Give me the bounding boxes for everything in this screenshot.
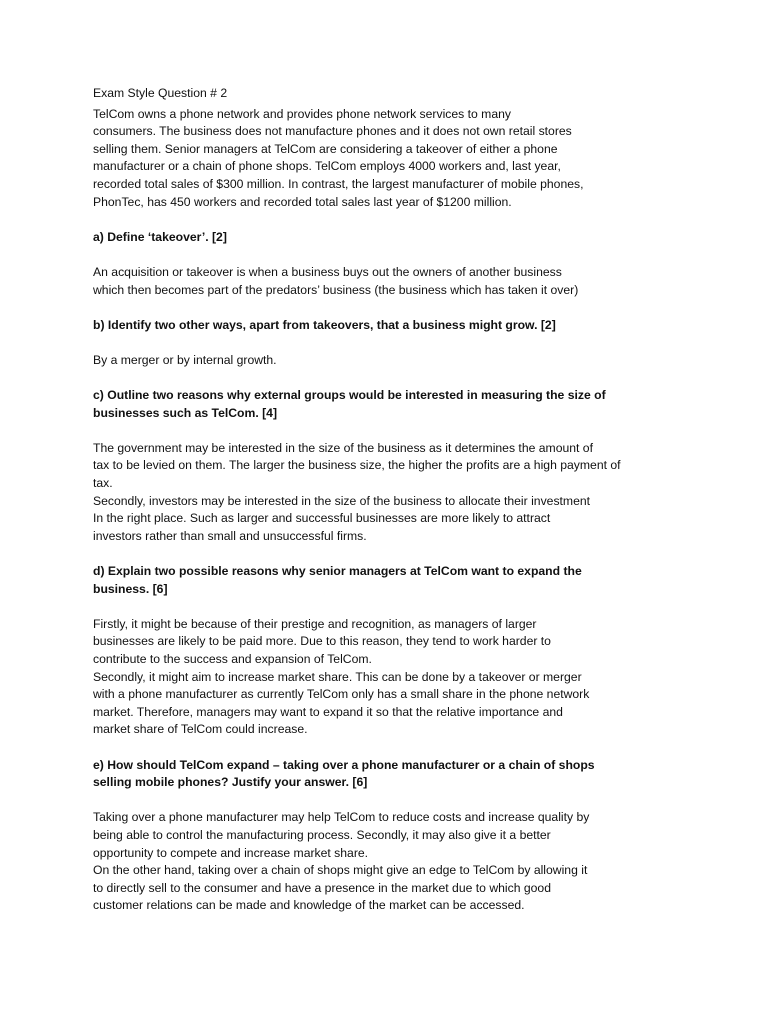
text-line: PhonTec, has 450 workers and recorded total sales last year of $1200 million.	[93, 194, 512, 209]
document-page	[93, 85, 693, 915]
text-line: manufacturer or a chain of phone shops. TelCom employs 4000 workers and, last year,	[93, 159, 561, 174]
question-line: b) Identify two other ways, apart from takeovers, that a business might grow. [2]	[93, 317, 556, 332]
text-line: Secondly, it might aim to increase market share. This can be done by a takeover or merger	[93, 669, 582, 684]
answer-c	[93, 440, 693, 546]
text-line: contribute to the success and expansion of TelCom.	[93, 652, 372, 666]
text-line: selling them. Senior managers at TelCom are considering a takeover of either a phone	[93, 141, 558, 156]
answer-b	[93, 352, 693, 370]
answer-d	[93, 616, 693, 739]
text-line: consumers. The business does not manufacture phones and it does not own retail stores	[93, 124, 572, 139]
answer-e	[93, 809, 693, 915]
question-a	[93, 229, 693, 247]
question-line: business. [6]	[93, 581, 168, 596]
text-line: The government may be interested in the size of the business as it determines the amount of	[93, 440, 593, 455]
question-line: d) Explain two possible reasons why senior managers at TelCom want to expand the	[93, 564, 582, 579]
text-line: TelCom owns a phone network and provides phone network services to many	[93, 106, 511, 121]
title-line: Exam Style Question # 2	[93, 86, 228, 100]
text-line: tax to be levied on them. The larger the business size, the higher the profits are a high payment of	[93, 458, 621, 473]
intro-paragraph	[93, 106, 693, 212]
text-line: Taking over a phone manufacturer may help TelCom to reduce costs and increase quality by	[93, 810, 590, 825]
text-line: market share of TelCom could increase.	[93, 722, 308, 737]
text-line: opportunity to compete and increase market share.	[93, 845, 369, 860]
question-line: selling mobile phones? Justify your answer. [6]	[93, 775, 368, 790]
document-title	[93, 85, 693, 103]
text-line: which then becomes part of the predators’ business (the business which has taken it over)	[93, 282, 579, 297]
text-line: customer relations can be made and knowledge of the market can be accessed.	[93, 898, 525, 913]
text-line: An acquisition or takeover is when a business buys out the owners of another business	[93, 264, 562, 279]
question-d	[93, 563, 693, 598]
text-line: with a phone manufacturer as currently TelCom only has a small share in the phone network	[93, 687, 590, 702]
question-c	[93, 387, 693, 422]
question-line: e) How should TelCom expand – taking over a phone manufacturer or a chain of shops	[93, 757, 595, 772]
text-line: Firstly, it might be because of their prestige and recognition, as managers of larger	[93, 616, 537, 631]
question-line: a) Define ‘takeover’. [2]	[93, 229, 227, 244]
text-line: In the right place. Such as larger and successful businesses are more likely to attract	[93, 511, 551, 526]
question-b	[93, 317, 693, 335]
question-line: c) Outline two reasons why external groups would be interested in measuring the size of	[93, 388, 606, 403]
text-line: market. Therefore, managers may want to expand it so that the relative importance and	[93, 704, 563, 719]
text-line: being able to control the manufacturing process. Secondly, it may also give it a better	[93, 827, 551, 842]
text-line: recorded total sales of $300 million. In contrast, the largest manufacturer of mobile phones,	[93, 176, 584, 191]
answer-a	[93, 264, 693, 299]
text-line: investors rather than small and unsuccessful firms.	[93, 528, 367, 543]
text-line: Secondly, investors may be interested in the size of the business to allocate their investment	[93, 493, 591, 508]
question-line: businesses such as TelCom. [4]	[93, 405, 278, 420]
text-line: By a merger or by internal growth.	[93, 352, 277, 367]
text-line: to directly sell to the consumer and have a presence in the market due to which good	[93, 880, 551, 895]
text-line: tax.	[93, 476, 113, 491]
question-e	[93, 757, 693, 792]
text-line: On the other hand, taking over a chain of shops might give an edge to TelCom by allowing it	[93, 863, 588, 878]
text-line: businesses are likely to be paid more. Due to this reason, they tend to work harder to	[93, 634, 551, 649]
